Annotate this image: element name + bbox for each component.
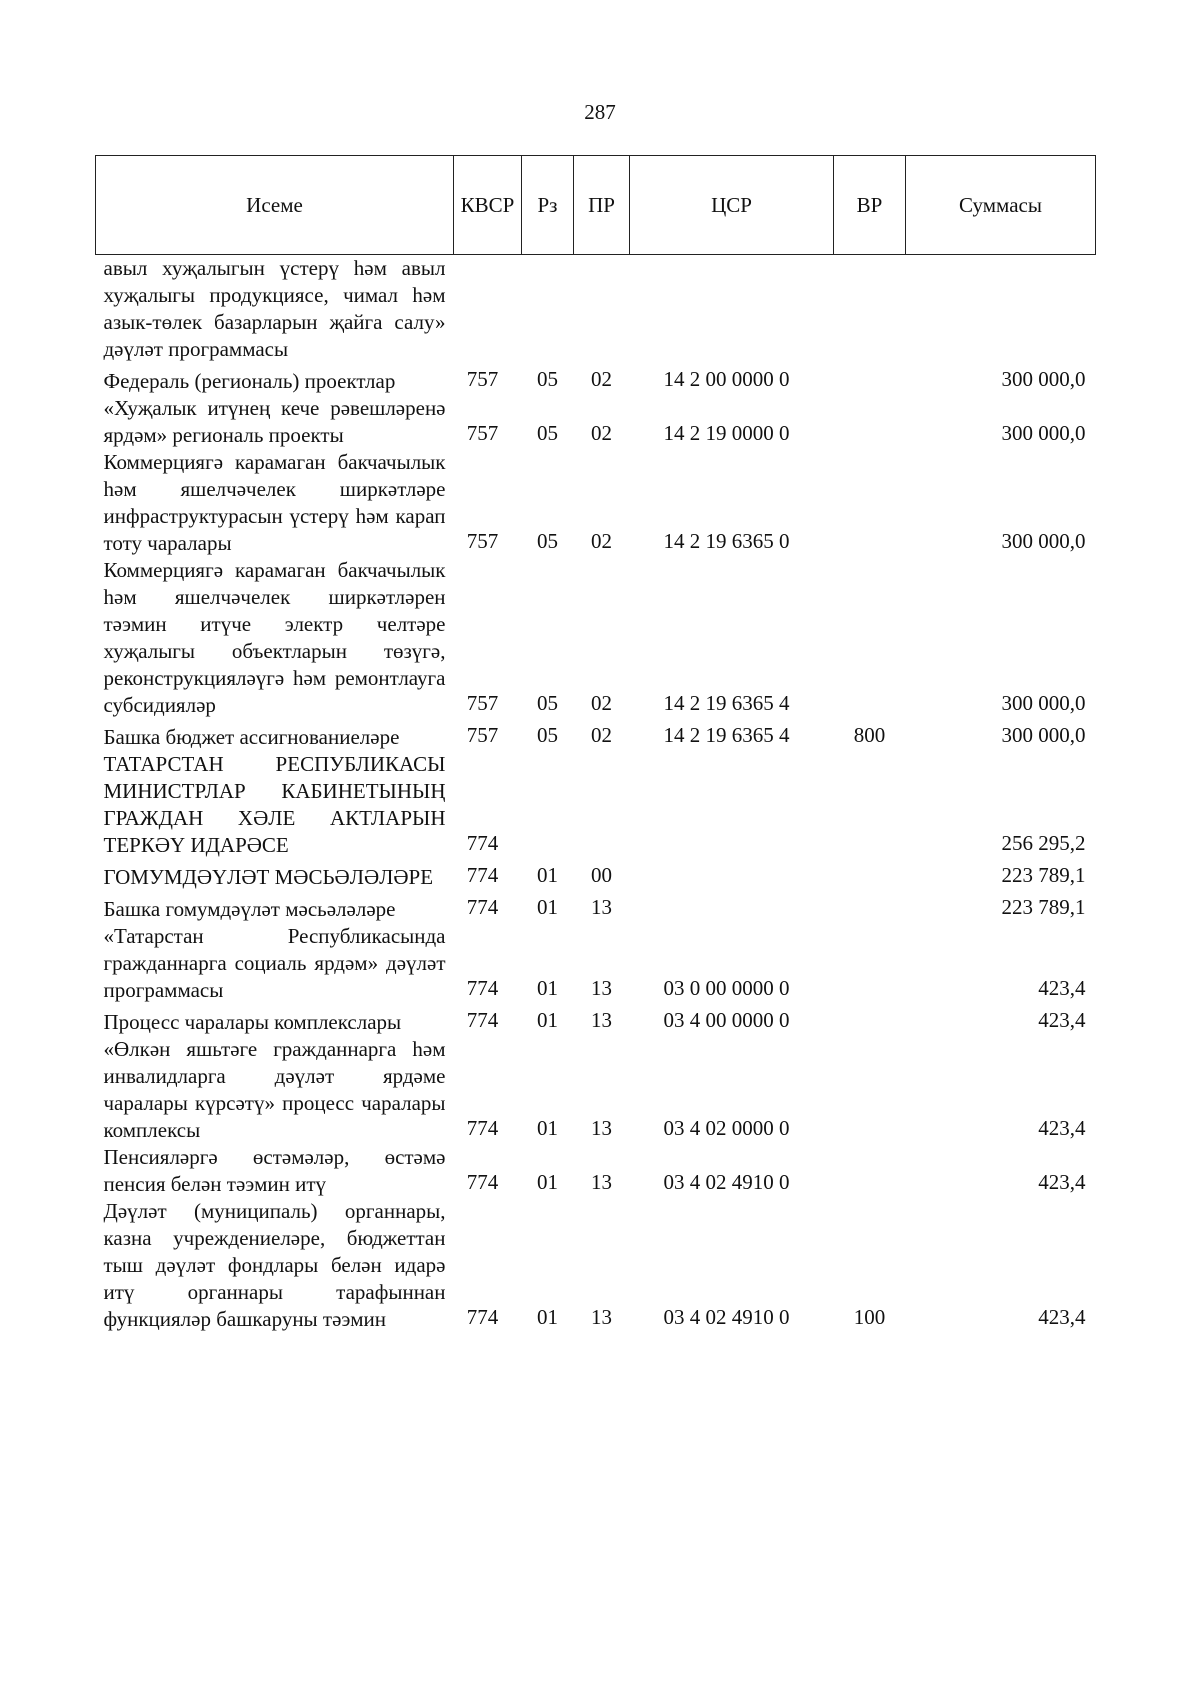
cell-pr [574, 751, 630, 859]
table-body [96, 255, 1096, 1334]
cell-rz [522, 751, 574, 859]
cell-pr: 02 [591, 367, 612, 391]
table-row [96, 449, 1096, 557]
cell-kvsr: 774 [466, 831, 499, 855]
header-name: Исеме [96, 156, 454, 255]
page-number: 287 [584, 100, 616, 124]
cell-csr: 03 4 00 0000 0 [663, 1008, 790, 1032]
cell-name: «Өлкән яшьтәге гражданнарга һәм инвалидларга дәүләт ярдәме чаралары күрсәтү» процесс чаралары комплексы [103, 1037, 446, 1142]
cell-rz: 05 [537, 367, 558, 391]
table-row [96, 923, 1096, 1004]
cell-sum: 223 789,1 [1001, 895, 1086, 919]
cell-name: «Хуҗалык итүнең кече рәвешләренә ярдәм» региональ проекты [103, 396, 446, 447]
cell-name: Коммерциягә карамаган бакчачылык һәм яшелчәчелек ширкәтләрен тәэмин итүче электр челтәре хуҗалыгы объектларын төзүгә, реконструкцияләүгә һәм ремонтлауга субсидияләр [103, 558, 446, 717]
cell-vr [834, 395, 906, 449]
cell-csr: 03 4 02 4910 0 [663, 1305, 790, 1329]
cell-vr [834, 751, 906, 859]
cell-kvsr: 774 [466, 1305, 499, 1329]
cell-kvsr: 757 [466, 723, 499, 747]
cell-vr [834, 1144, 906, 1198]
cell-kvsr: 757 [466, 367, 499, 391]
cell-vr: 800 [853, 723, 886, 747]
cell-kvsr [454, 255, 522, 364]
cell-csr [630, 255, 834, 364]
cell-name: Коммерциягә карамаган бакчачылык һәм яшелчәчелек ширкәтләре инфраструктурасын үстерү һәм карап тоту чаралары [103, 450, 446, 555]
cell-sum: 300 000,0 [1001, 421, 1086, 445]
cell-pr: 02 [591, 723, 612, 747]
cell-kvsr: 757 [466, 529, 499, 553]
cell-kvsr: 774 [466, 976, 499, 1000]
cell-vr [834, 255, 906, 364]
cell-vr [834, 1004, 906, 1036]
header-kvsr: КВСР [454, 156, 522, 255]
cell-name: Пенсияләргә өстәмәләр, өстәмә пенсия белән тәэмин итү [103, 1145, 446, 1196]
cell-rz: 05 [537, 691, 558, 715]
cell-sum [906, 255, 1096, 364]
cell-sum: 300 000,0 [1001, 367, 1086, 391]
cell-sum: 423,4 [1038, 1008, 1086, 1032]
table-header [96, 156, 1096, 255]
cell-pr [574, 255, 630, 364]
cell-sum: 300 000,0 [1001, 691, 1086, 715]
table-row [96, 719, 1096, 751]
cell-name: «Татарстан Республикасында гражданнарга социаль ярдәм» дәүләт программасы [103, 924, 446, 1002]
cell-csr: 03 0 00 0000 0 [663, 976, 790, 1000]
cell-vr [834, 1036, 906, 1144]
table-row [96, 751, 1096, 859]
cell-sum: 423,4 [1038, 976, 1086, 1000]
cell-kvsr: 757 [466, 421, 499, 445]
cell-pr: 02 [591, 529, 612, 553]
cell-pr: 02 [591, 691, 612, 715]
cell-name: Федераль (региональ) проектлар [103, 369, 396, 393]
cell-name: ГОМУМДӘҮЛӘТ МӘСЬӘЛӘЛӘРЕ [103, 865, 434, 889]
cell-sum: 423,4 [1038, 1116, 1086, 1140]
cell-vr [834, 891, 906, 923]
cell-sum: 223 789,1 [1001, 863, 1086, 887]
cell-rz: 01 [537, 1008, 558, 1032]
cell-pr: 13 [591, 1305, 612, 1329]
cell-csr: 03 4 02 0000 0 [663, 1116, 790, 1140]
cell-rz: 05 [537, 529, 558, 553]
cell-kvsr: 774 [466, 1116, 499, 1140]
cell-kvsr: 757 [466, 691, 499, 715]
table-row [96, 1036, 1096, 1144]
cell-rz: 05 [537, 421, 558, 445]
cell-kvsr: 774 [466, 1170, 499, 1194]
cell-pr: 00 [591, 863, 612, 887]
header-vr: ВР [834, 156, 906, 255]
cell-csr [630, 751, 834, 859]
cell-sum: 256 295,2 [1001, 831, 1086, 855]
cell-name: Процесс чаралары комплекслары [103, 1010, 402, 1034]
cell-pr: 13 [591, 895, 612, 919]
cell-pr: 13 [591, 976, 612, 1000]
header-rz: Рз [522, 156, 574, 255]
cell-vr [834, 363, 906, 395]
cell-sum: 300 000,0 [1001, 529, 1086, 553]
cell-csr: 14 2 00 0000 0 [663, 367, 790, 391]
cell-sum: 423,4 [1038, 1170, 1086, 1194]
header-csr: ЦСР [630, 156, 834, 255]
table-row [96, 1004, 1096, 1036]
cell-pr: 13 [591, 1116, 612, 1140]
cell-rz: 01 [537, 863, 558, 887]
table-row [96, 1144, 1096, 1198]
cell-pr: 02 [591, 421, 612, 445]
header-pr: ПР [574, 156, 630, 255]
cell-vr [834, 557, 906, 719]
cell-name: Башка бюджет ассигнованиеләре [103, 725, 400, 749]
cell-csr [630, 859, 834, 891]
cell-vr [834, 923, 906, 1004]
cell-rz: 01 [537, 1170, 558, 1194]
cell-rz: 01 [537, 976, 558, 1000]
cell-csr: 14 2 19 6365 0 [663, 529, 790, 553]
table-row [96, 859, 1096, 891]
table-row [96, 363, 1096, 395]
cell-kvsr: 774 [466, 863, 499, 887]
cell-csr [630, 891, 834, 923]
cell-rz: 05 [537, 723, 558, 747]
table-row [96, 891, 1096, 923]
cell-name: Дәүләт (муниципаль) органнары, казна учреждениеләре, бюджеттан тыш дәүләт фондлары белән идарә итү органнары тарафыннан функцияләр башкаруны тәэмин [103, 1199, 446, 1331]
cell-rz: 01 [537, 1116, 558, 1140]
cell-rz [522, 255, 574, 364]
table-row [96, 255, 1096, 364]
cell-sum: 423,4 [1038, 1305, 1086, 1329]
cell-sum: 300 000,0 [1001, 723, 1086, 747]
cell-csr: 03 4 02 4910 0 [663, 1170, 790, 1194]
cell-kvsr: 774 [466, 1008, 499, 1032]
header-sum: Суммасы [906, 156, 1096, 255]
cell-pr: 13 [591, 1008, 612, 1032]
table-row [96, 395, 1096, 449]
cell-vr [834, 449, 906, 557]
cell-rz: 01 [537, 1305, 558, 1329]
cell-csr: 14 2 19 0000 0 [663, 421, 790, 445]
cell-name: ТАТАРСТАН РЕСПУБЛИКАСЫ МИНИСТРЛАР КАБИНЕТЫНЫҢ ГРАЖДАН ХӘЛЕ АКТЛАРЫН ТЕРКӘҮ ИДАРӘСЕ [103, 752, 446, 857]
cell-name: Башка гомумдәүләт мәсьәләләре [103, 897, 396, 921]
cell-vr [834, 859, 906, 891]
cell-csr: 14 2 19 6365 4 [663, 723, 790, 747]
cell-pr: 13 [591, 1170, 612, 1194]
table-row [96, 1198, 1096, 1333]
cell-rz: 01 [537, 895, 558, 919]
cell-kvsr: 774 [466, 895, 499, 919]
table-row [96, 557, 1096, 719]
cell-csr: 14 2 19 6365 4 [663, 691, 790, 715]
budget-table [95, 155, 1096, 1333]
cell-vr: 100 [853, 1305, 886, 1329]
cell-name: авыл хуҗалыгын үстерү һәм авыл хуҗалыгы продукциясе, чимал һәм азык-төлек базарларын җайга салу» дәүләт программасы [103, 256, 446, 361]
